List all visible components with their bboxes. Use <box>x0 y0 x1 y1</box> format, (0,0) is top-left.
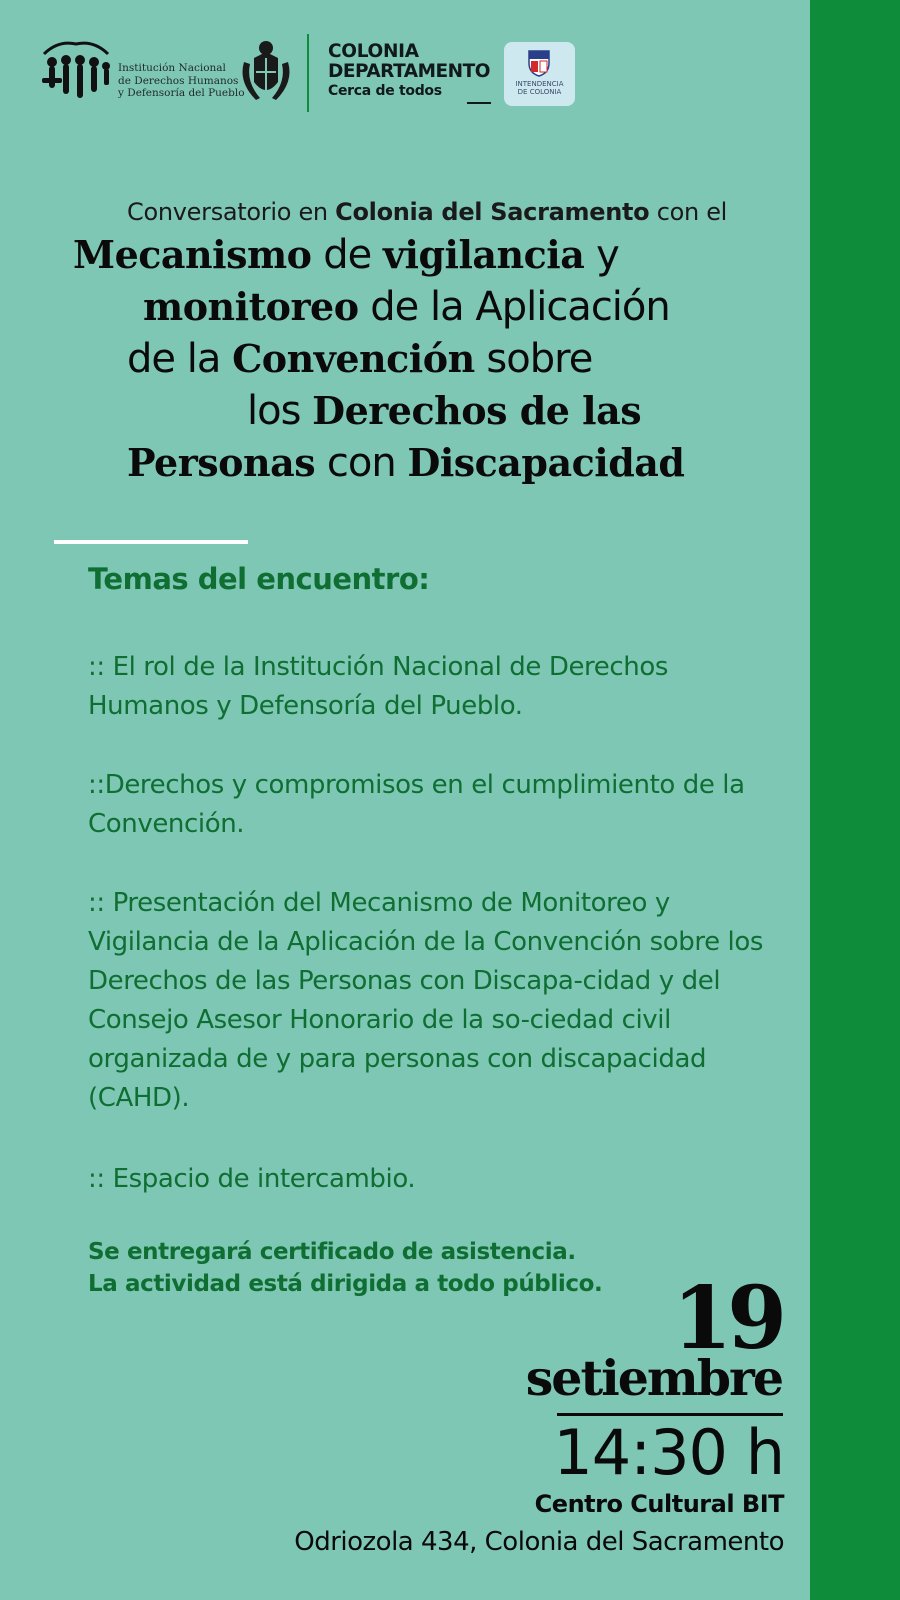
certificate-note: Se entregará certificado de asistencia. <box>88 1239 576 1265</box>
title-line-2 <box>143 284 670 330</box>
title-word: vigilancia <box>382 232 585 277</box>
colonia-line1: COLONIA <box>328 41 419 62</box>
intro-suffix: con el <box>649 198 728 226</box>
event-address: Odriozola 434, Colonia del Sacramento <box>294 1527 784 1557</box>
header-divider <box>307 34 309 112</box>
intendencia-line1: INTENDENCIA <box>515 80 564 88</box>
colonia-tagline: Cerca de todos <box>328 83 442 99</box>
topics-heading: Temas del encuentro: <box>88 562 430 596</box>
title-word: de la Aplicación <box>358 284 670 330</box>
audience-note: La actividad está dirigida a todo público. <box>88 1271 603 1297</box>
green-side-strip <box>810 0 900 1600</box>
inddhh-logo-icon <box>38 38 114 108</box>
title-line-4 <box>247 388 641 434</box>
title-line-5 <box>127 440 684 486</box>
title-word: de <box>311 232 383 278</box>
event-month: setiembre <box>525 1349 782 1407</box>
topic-item: ::Derechos y compromisos en el cumplimiento de la Convención. <box>88 770 745 839</box>
title-intro <box>127 198 727 226</box>
topic-item: :: El rol de la Institución Nacional de Derechos Humanos y Defensoría del Pueblo. <box>88 652 668 721</box>
title-word: monitoreo <box>143 284 359 329</box>
colonia-line2: DEPARTAMENTO <box>328 61 490 82</box>
title-word: de la <box>127 336 233 382</box>
title-word: los <box>247 388 313 434</box>
title-word: y <box>584 232 619 278</box>
event-time: 14:30 h <box>553 1416 784 1489</box>
intendencia-shield-icon <box>527 49 551 77</box>
institution-name: Institución Nacional de Derechos Humanos y Defensoría del Pueblo <box>118 62 245 99</box>
event-notes <box>88 1236 602 1300</box>
intendencia-logo <box>504 42 575 106</box>
event-venue: Centro Cultural BIT <box>534 1490 784 1518</box>
topic-item: :: Espacio de intercambio. <box>88 1164 416 1194</box>
colonia-departamento-logo <box>328 42 490 100</box>
title-line-1 <box>73 232 619 278</box>
event-day: 19 <box>672 1268 782 1369</box>
intro-prefix: Conversatorio en <box>127 198 336 226</box>
title-word: Convención <box>232 336 475 381</box>
uruguay-coat-of-arms-icon <box>236 38 296 110</box>
tagline-dash <box>467 102 491 104</box>
topic-item: :: Presentación del Mecanismo de Monitoreo y Vigilancia de la Aplicación de la Convención sobre los Derechos de las Personas con Discapa-cidad y del Consejo Asesor Honorario de la so-ciedad civil organizada de y para personas con discapacidad (CAHD). <box>88 888 764 1113</box>
title-word: Mecanismo <box>73 232 312 277</box>
intendencia-line2: DE COLONIA <box>517 88 562 96</box>
section-divider <box>54 540 248 544</box>
intendencia-label <box>504 80 575 96</box>
title-word: Derechos de las <box>312 388 642 433</box>
title-line-3 <box>127 336 592 382</box>
title-word: sobre <box>474 336 593 382</box>
title-word: con <box>315 440 408 486</box>
title-word: Discapacidad <box>407 440 685 485</box>
intro-place: Colonia del Sacramento <box>335 198 650 226</box>
title-word: Personas <box>127 440 316 485</box>
